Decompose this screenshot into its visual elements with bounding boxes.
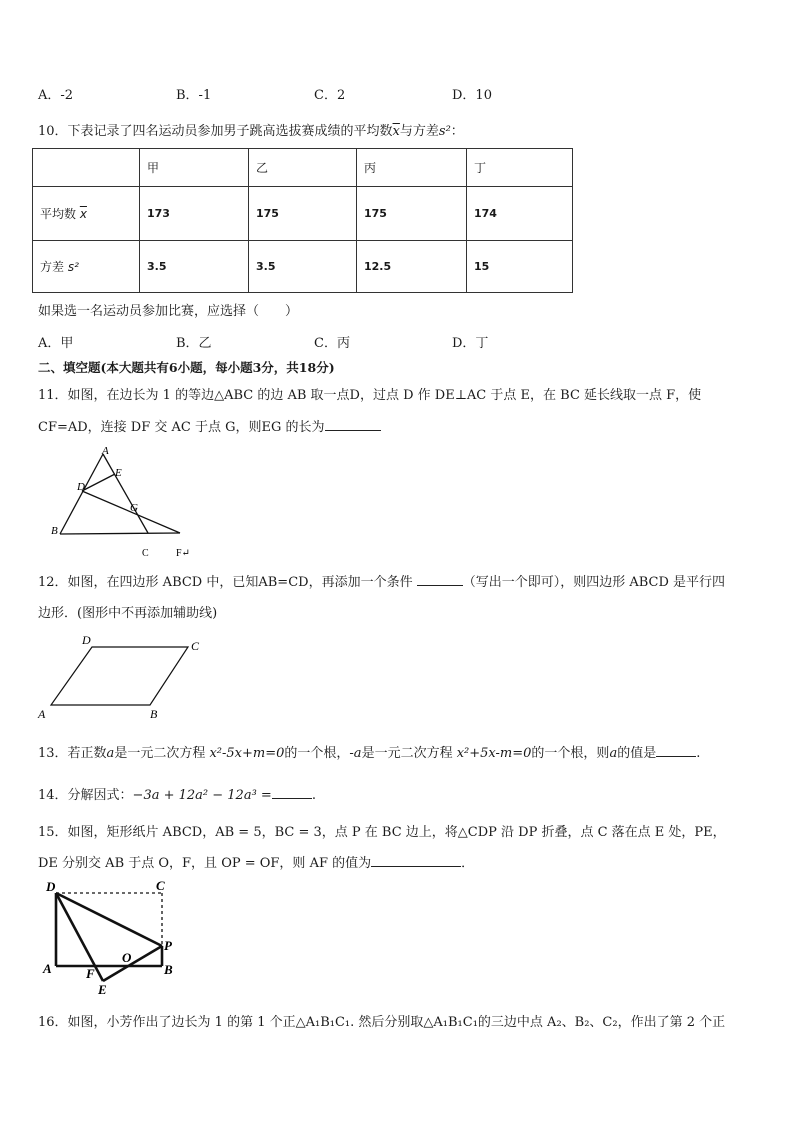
edge-ac bbox=[103, 454, 148, 533]
q9-option-a: A．-2 bbox=[38, 88, 74, 103]
q10-option-c: C．丙 bbox=[314, 336, 350, 351]
q12-text-a: 12．如图，在四边形 ABCD 中，已知AB=CD，再添加一个条件 bbox=[38, 575, 413, 590]
q15-rectangle-fold-figure bbox=[40, 876, 190, 1000]
q9-option-d: D．10 bbox=[452, 88, 492, 103]
q11-triangle-figure bbox=[44, 444, 214, 560]
label-b: B bbox=[150, 707, 158, 721]
row-label-mean bbox=[33, 187, 140, 241]
label-d: D bbox=[82, 633, 91, 647]
q15-text: DE 分别交 AB 于点 O，F，且 OP = OF，则 AF 的值为 bbox=[38, 856, 372, 871]
label-b: B bbox=[164, 962, 173, 977]
q13-text: 是一元二次方程 bbox=[361, 746, 453, 761]
table-cell: 174 bbox=[467, 187, 573, 241]
label-a: A bbox=[102, 445, 109, 457]
q10-stem-middle: 与方差 bbox=[399, 124, 439, 139]
q13-text: 的一个根，- bbox=[284, 746, 354, 761]
q14-stem bbox=[38, 784, 316, 803]
table-cell: 15 bbox=[467, 241, 573, 293]
label-g: G bbox=[130, 502, 138, 514]
q10-stem bbox=[38, 120, 464, 139]
q15-line1: 15．如图，矩形纸片 ABCD，AB = 5，BC = 3，点 P 在 BC 边上，将△CDP 沿 DP 折叠，点 C 落在点 E 处，PE， bbox=[38, 825, 726, 840]
row-label-text: 方差 bbox=[40, 260, 65, 274]
q15-end: ． bbox=[461, 856, 475, 871]
label-c: C bbox=[156, 878, 165, 893]
q12-text-b: （写出一个即可），则四边形 ABCD 是平行四 bbox=[462, 575, 726, 590]
table-row bbox=[33, 187, 573, 241]
label-c: C bbox=[191, 639, 200, 653]
label-b: B bbox=[51, 525, 58, 537]
equation-2: x²+5x-m=0 bbox=[456, 746, 532, 761]
edge-bf bbox=[60, 533, 180, 534]
q10-score-table bbox=[32, 148, 573, 293]
label-d: D bbox=[46, 879, 56, 894]
table-cell: 12.5 bbox=[357, 241, 467, 293]
q14-text: 14．分解因式： bbox=[38, 788, 133, 803]
table-header-cell: 乙 bbox=[249, 149, 357, 187]
label-d: D bbox=[77, 481, 85, 493]
q12-line1 bbox=[38, 571, 725, 590]
q10-question: 如果选一名运动员参加比赛，应选择（ ） bbox=[38, 304, 299, 319]
label-o: O bbox=[122, 950, 132, 965]
answer-blank bbox=[417, 572, 463, 586]
fold-line-dp bbox=[56, 893, 162, 946]
q14-expression: −3a + 12a² − 12a³ = bbox=[132, 788, 272, 803]
label-p: P bbox=[164, 938, 172, 953]
row-label-text: 平均数 bbox=[40, 207, 77, 221]
q11-line1: 11．如图，在边长为 1 的等边△ABC 的边 AB 取一点D，过点 D 作 DE⊥AC 于点 E，在 BC 延长线取一点 F，使 bbox=[38, 388, 702, 403]
q16-line1: 16．如图，小芳作出了边长为 1 的第 1 个正△A₁B₁C₁. 然后分别取△A₁B₁C₁的三边中点 A₂、B₂、C₂，作出了第 2 个正 bbox=[38, 1015, 726, 1030]
segment-ep bbox=[103, 946, 162, 981]
answer-blank bbox=[371, 853, 461, 867]
table-header-row bbox=[33, 149, 573, 187]
q9-option-b: B．-1 bbox=[176, 88, 212, 103]
q11-line2-text: CF=AD，连接 DF 交 AC 于点 G，则EG 的长为 bbox=[38, 420, 325, 435]
q10-option-a: A．甲 bbox=[38, 336, 74, 351]
q13-stem bbox=[38, 742, 700, 761]
q10-option-d: D．丁 bbox=[452, 336, 489, 351]
table-cell: 175 bbox=[249, 187, 357, 241]
var-a: a bbox=[106, 746, 115, 761]
label-f: F bbox=[86, 966, 95, 981]
q12-parallelogram-figure bbox=[36, 632, 216, 724]
label-c: C bbox=[142, 548, 149, 559]
answer-blank bbox=[325, 417, 381, 431]
mean-symbol: $\overline{x}$ bbox=[79, 207, 87, 221]
table-header-cell: 丙 bbox=[357, 149, 467, 187]
q12-line2: 边形．(图形中不再添加辅助线) bbox=[38, 606, 218, 621]
q10-mean-symbol: $\overline{x}$ bbox=[392, 124, 400, 139]
table-header-cell: 甲 bbox=[140, 149, 249, 187]
q9-option-c: C．2 bbox=[314, 88, 346, 103]
q13-text: 是一元二次方程 bbox=[114, 746, 206, 761]
q10-stem-end: ： bbox=[450, 124, 464, 139]
label-a: A bbox=[38, 707, 46, 721]
q14-end: . bbox=[311, 788, 316, 803]
table-row bbox=[33, 241, 573, 293]
q10-stem-text: 10．下表记录了四名运动员参加男子跳高选拔赛成绩的平均数 bbox=[38, 124, 393, 139]
equation-1: x²-5x+m=0 bbox=[209, 746, 285, 761]
label-a: A bbox=[43, 961, 52, 976]
var-a: a bbox=[609, 746, 618, 761]
label-e: E bbox=[98, 982, 107, 997]
table-cell: 3.5 bbox=[140, 241, 249, 293]
q11-line2 bbox=[38, 416, 381, 435]
table-cell: 3.5 bbox=[249, 241, 357, 293]
table-cell: 173 bbox=[140, 187, 249, 241]
table-header-cell bbox=[33, 149, 140, 187]
q13-end: . bbox=[696, 746, 701, 761]
table-header-cell: 丁 bbox=[467, 149, 573, 187]
q10-variance-symbol: s² bbox=[438, 124, 451, 139]
q13-text: 13．若正数 bbox=[38, 746, 107, 761]
table-cell: 175 bbox=[357, 187, 467, 241]
label-f: F↵ bbox=[176, 548, 190, 559]
row-label-variance bbox=[33, 241, 140, 293]
q10-option-b: B．乙 bbox=[176, 336, 212, 351]
answer-blank bbox=[272, 785, 312, 799]
q13-text: 的值是 bbox=[617, 746, 657, 761]
answer-blank bbox=[656, 743, 696, 757]
parallelogram-abcd bbox=[51, 647, 188, 705]
section-title: 二、填空题(本大题共有6小题，每小题3分，共18分) bbox=[38, 360, 335, 375]
q13-text: 的一个根，则 bbox=[531, 746, 610, 761]
variance-symbol: s² bbox=[67, 260, 79, 274]
edge-ba bbox=[60, 454, 103, 534]
q15-line2 bbox=[38, 852, 474, 871]
label-e: E bbox=[115, 467, 122, 479]
var-a: a bbox=[353, 746, 362, 761]
